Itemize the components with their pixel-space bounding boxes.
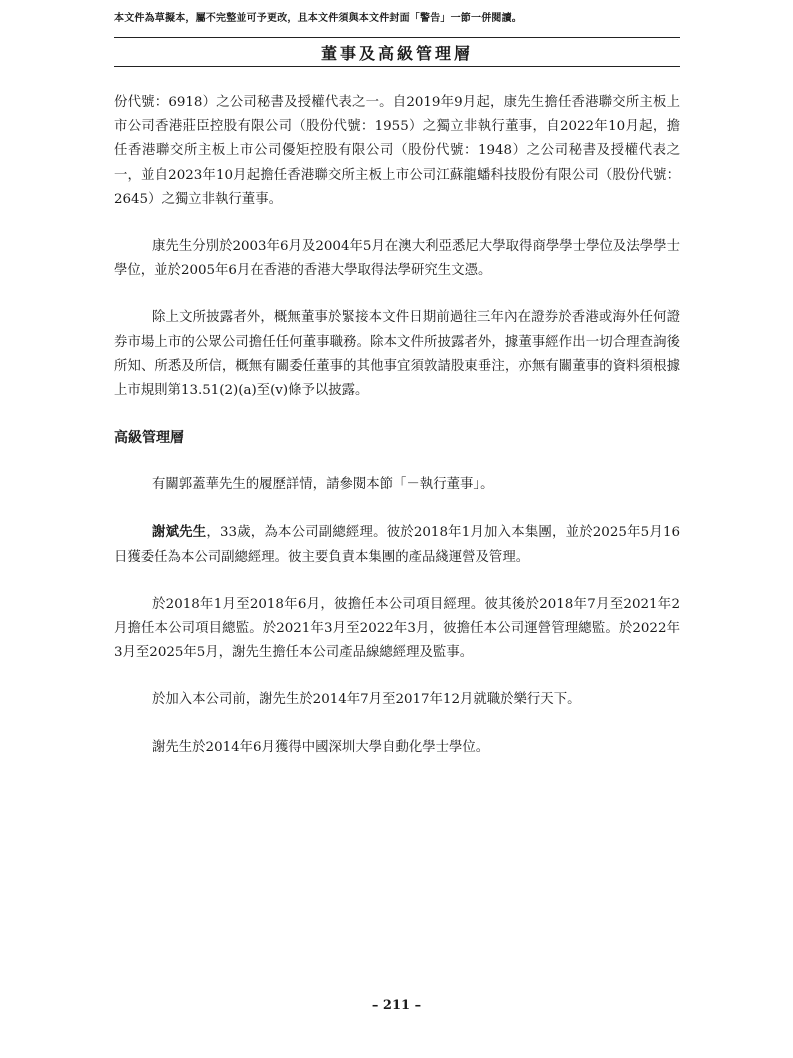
- document-body: [114, 91, 680, 760]
- person-name: 謝斌先生: [152, 524, 207, 541]
- paragraph-xie-career: 於2018年1月至2018年6月，彼擔任本公司項目經理。彼其後於2018年7月至2021年2月擔任本公司項目總監。於2021年3月至2022年3月，彼擔任本公司運營管理總監。於2022年3月至2025年5月，謝先生擔任本公司產品線總經理及監事。: [114, 596, 680, 661]
- paragraph-xie-intro: [114, 520, 680, 569]
- paragraph-xie-education: 謝先生於2014年6月獲得中國深圳大學自動化學士學位。: [152, 739, 490, 755]
- paragraph-xie-prior: 於加入本公司前，謝先生於2014年7月至2017年12月就職於樂行天下。: [152, 692, 581, 708]
- paragraph-continuation: 份代號：6918）之公司秘書及授權代表之一。自2019年9月起，康先生擔任香港聯交所主板上市公司香港莊臣控股有限公司（股份代號：1955）之獨立非執行董事，自2022年10月起，擔任香港聯交所主板上市公司優矩控股有限公司（股份代號：1948）之公司秘書及授權代表之一，並自2023年10月起擔任香港聯交所主板上市公司江蘇龍蟠科技股份有限公司（股份代號：2645）之獨立非執行董事。: [114, 95, 680, 207]
- section-title: 董事及高級管理層: [320, 44, 473, 63]
- paragraph-guo-reference: 有關郭蓋華先生的履歷詳情，請參閱本節「－執行董事」。: [152, 477, 494, 493]
- draft-disclaimer: 本文件為草擬本，屬不完整並可予更改，且本文件須與本文件封面「警告」一節一併閱讀。: [114, 13, 522, 24]
- header-top-rule: [114, 37, 680, 38]
- paragraph-education: 康先生分別於2003年6月及2004年5月在澳大利亞悉尼大學取得商學學士學位及法學學士學位，並於2005年6月在香港的香港大學取得法學研究生文憑。: [114, 239, 680, 279]
- header-bottom-rule: [114, 66, 680, 67]
- senior-management-heading: 高級管理層: [114, 430, 184, 447]
- paragraph-xie-intro-text: ，33歲，為本公司副總經理。彼於2018年1月加入本集團，並於2025年5月16日獲委任為本公司副總經理。彼主要負責本集團的產品綫運營及管理。: [114, 525, 681, 565]
- page-number: – 211 –: [371, 998, 422, 1013]
- paragraph-disclosure: 除上文所披露者外，概無董事於緊接本文件日期前過往三年內在證券於香港或海外任何證券市場上市的公眾公司擔任任何董事職務。除本文件所披露者外，據董事經作出一切合理查詢後所知、所悉及所信，概無有關委任董事的其他事宜須敦請股東垂注，亦無有關董事的資料須根據上市規則第13.51(2)(a)至(v)條予以披露。: [114, 310, 680, 399]
